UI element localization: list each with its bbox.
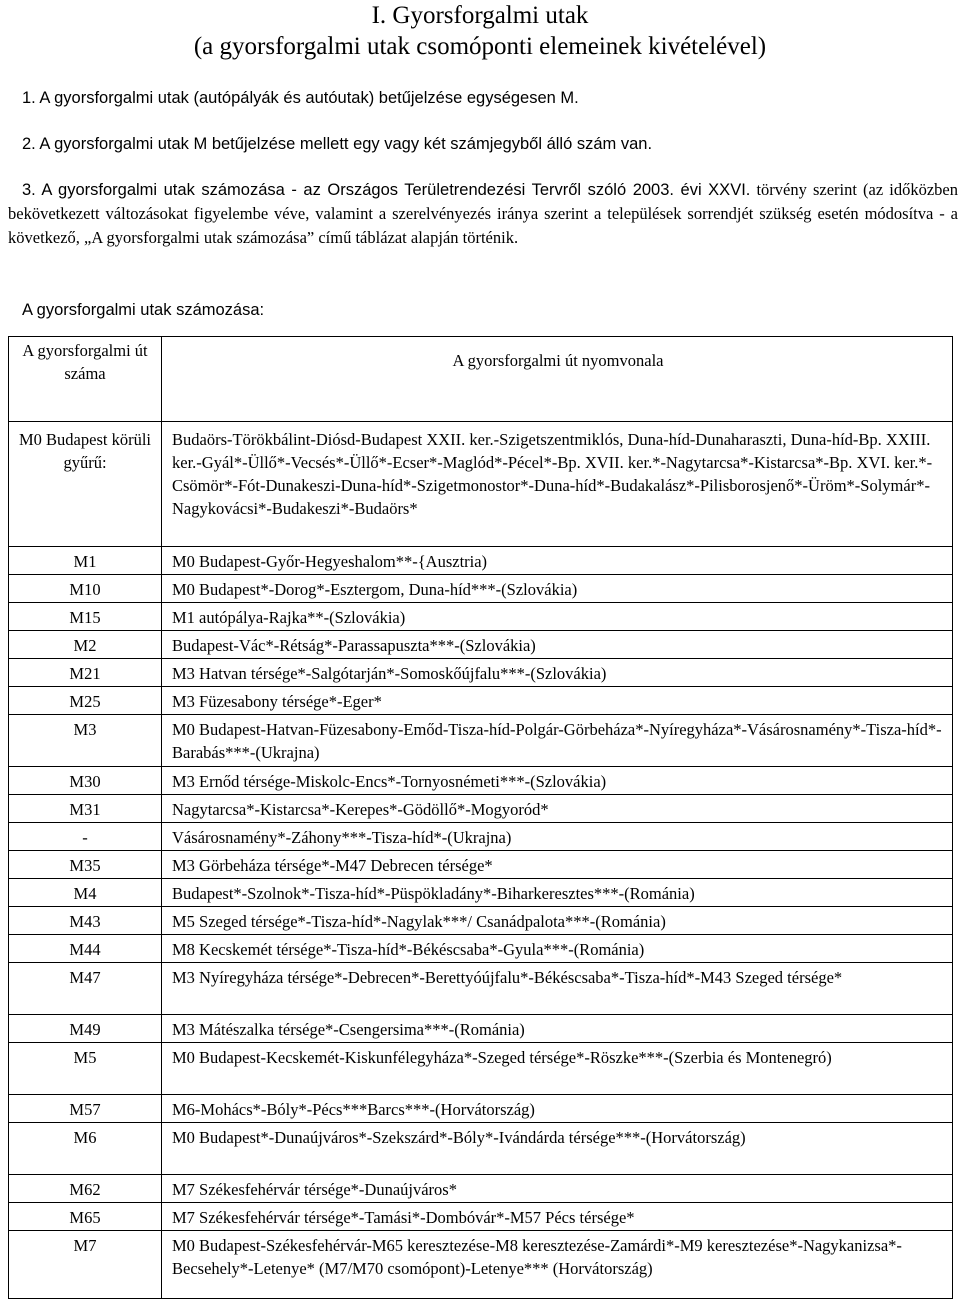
table-row <box>9 1015 953 1043</box>
document-subtitle: (a gyorsforgalmi utak csomóponti elemeinek kivételével) <box>193 33 767 60</box>
road-route-cell: M3 Nyíregyháza térsége*-Debrecen*-Berettyóújfalu*-Békéscsaba*-Tisza-híd*-M43 Szeged térsége* <box>162 963 953 1015</box>
road-route-cell: M0 Budapest-Hatvan-Füzesabony-Emőd-Tisza-híd-Polgár-Görbeháza*-Nyíregyháza*-Vásárosnamény*-Tisza-híd*-Barabás***-(Ukrajna) <box>162 715 953 767</box>
road-route-cell: Budaörs-Törökbálint-Diósd-Budapest XXII. ker.-Szigetszentmiklós, Duna-híd-Dunaharaszti, Duna-híd-Bp. XXIII. ker.-Gyál*-Üllő*-Vecsés*-Üllő*-Ecser*-Maglód*-Pécel*-Bp. XVII. ker.*-Nagytarcsa*-Kistarcsa*-Bp. XVI. ker.*-Csömör*-Fót-Dunakeszi-Duna-híd*-Szigetmonostor*-Duna-híd*-Budakalász*-Pilisborosjenő*-Üröm*-Solymár*-Nagykovácsi*-Budakeszi*-Budaörs* <box>162 422 953 547</box>
table-row <box>9 603 953 631</box>
road-route-cell: M0 Budapest-Kecskemét-Kiskunfélegyháza*-Szeged térsége*-Röszke***-(Szerbia és Montenegró) <box>162 1043 953 1095</box>
road-number-cell: M0 Budapest körüli gyűrű: <box>9 422 162 547</box>
paragraph-1: 1. A gyorsforgalmi utak (autópályák és autóutak) betűjelzése egységesen M. <box>22 89 579 107</box>
road-route-cell: Budapest-Vác*-Rétság*-Parassapuszta***-(Szlovákia) <box>162 631 953 659</box>
paragraph-3 <box>8 178 958 250</box>
road-route-cell: M3 Ernőd térsége-Miskolc-Encs*-Tornyosnémeti***-(Szlovákia) <box>162 767 953 795</box>
table-row <box>9 879 953 907</box>
table-row <box>9 715 953 767</box>
road-number-cell: M6 <box>9 1123 162 1175</box>
road-number-cell: M2 <box>9 631 162 659</box>
road-route-cell: Nagytarcsa*-Kistarcsa*-Kerepes*-Gödöllő*-Mogyoród* <box>162 795 953 823</box>
road-number-cell: M15 <box>9 603 162 631</box>
table-row <box>9 1123 953 1175</box>
road-route-cell: M3 Görbeháza térsége*-M47 Debrecen térsége* <box>162 851 953 879</box>
road-number-cell: M47 <box>9 963 162 1015</box>
table-row <box>9 1203 953 1231</box>
table-header-row <box>9 337 953 422</box>
header-road-number: A gyorsforgalmi út száma <box>9 337 162 422</box>
road-route-cell: M3 Mátészalka térsége*-Csengersima***-(Románia) <box>162 1015 953 1043</box>
paragraph-2: 2. A gyorsforgalmi utak M betűjelzése mellett egy vagy két számjegyből álló szám van. <box>22 135 653 153</box>
road-number-cell: M35 <box>9 851 162 879</box>
road-route-cell: M5 Szeged térsége*-Tisza-híd*-Nagylak***/ Csanádpalota***-(Románia) <box>162 907 953 935</box>
table-row <box>9 547 953 575</box>
table-row <box>9 851 953 879</box>
road-number-cell: M43 <box>9 907 162 935</box>
table-caption: A gyorsforgalmi utak számozása: <box>22 301 265 319</box>
road-route-cell: M7 Székesfehérvár térsége*-Dunaújváros* <box>162 1175 953 1203</box>
road-number-cell: M3 <box>9 715 162 767</box>
road-number-cell: M57 <box>9 1095 162 1123</box>
road-route-cell: M3 Füzesabony térsége*-Eger* <box>162 687 953 715</box>
road-route-cell: M0 Budapest-Székesfehérvár-M65 keresztezése-M8 keresztezése-Zamárdi*-M9 keresztezése*-Nagykanizsa*-Becsehely*-Letenye* (M7/M70 csomópont)-Letenye*** (Horvátország) <box>162 1231 953 1299</box>
road-route-cell: M8 Kecskemét térsége*-Tisza-híd*-Békéscsaba*-Gyula***-(Románia) <box>162 935 953 963</box>
road-number-cell: M10 <box>9 575 162 603</box>
road-route-cell: M6-Mohács*-Bóly*-Pécs***Barcs***-(Horvátország) <box>162 1095 953 1123</box>
road-route-cell: Budapest*-Szolnok*-Tisza-híd*-Püspökladány*-Biharkeresztes***-(Románia) <box>162 879 953 907</box>
road-number-cell: M49 <box>9 1015 162 1043</box>
road-route-cell: M0 Budapest*-Dorog*-Esztergom, Duna-híd***-(Szlovákia) <box>162 575 953 603</box>
table-row <box>9 422 953 547</box>
paragraph-3-rest: törvény szerint (az időközben bekövetkezett változásokat figyelembe véve, valamint a szerelvényezés iránya szerint a települések sorrendjét szükség esetén módosítva - a következő, „A gyorsforgalmi utak számozása” című táblázat alapján történik. <box>8 180 958 247</box>
road-route-cell: Vásárosnamény*-Záhony***-Tisza-híd*-(Ukrajna) <box>162 823 953 851</box>
table-row <box>9 935 953 963</box>
table-row <box>9 767 953 795</box>
table-row <box>9 687 953 715</box>
road-number-cell: M1 <box>9 547 162 575</box>
road-route-cell: M7 Székesfehérvár térsége*-Tamási*-Dombóvár*-M57 Pécs térsége* <box>162 1203 953 1231</box>
header-road-route: A gyorsforgalmi út nyomvonala <box>162 337 953 422</box>
road-number-cell: M31 <box>9 795 162 823</box>
table-row <box>9 1095 953 1123</box>
road-number-cell: - <box>9 823 162 851</box>
road-route-cell: M0 Budapest-Győr-Hegyeshalom**-{Ausztria) <box>162 547 953 575</box>
road-number-cell: M62 <box>9 1175 162 1203</box>
table-row <box>9 823 953 851</box>
road-number-cell: M65 <box>9 1203 162 1231</box>
road-number-cell: M5 <box>9 1043 162 1095</box>
road-number-cell: M25 <box>9 687 162 715</box>
road-route-cell: M3 Hatvan térsége*-Salgótarján*-Somoskőújfalu***-(Szlovákia) <box>162 659 953 687</box>
table-row <box>9 963 953 1015</box>
table-row <box>9 795 953 823</box>
road-route-cell: M1 autópálya-Rajka**-(Szlovákia) <box>162 603 953 631</box>
table-row <box>9 1231 953 1299</box>
table-row <box>9 1175 953 1203</box>
table-row <box>9 1043 953 1095</box>
road-number-cell: M4 <box>9 879 162 907</box>
document-title: I. Gyorsforgalmi utak <box>371 2 589 29</box>
road-number-cell: M21 <box>9 659 162 687</box>
road-number-cell: M7 <box>9 1231 162 1299</box>
table-row <box>9 631 953 659</box>
table-row <box>9 907 953 935</box>
road-numbering-table <box>8 336 953 1299</box>
road-number-cell: M44 <box>9 935 162 963</box>
road-route-cell: M0 Budapest*-Dunaújváros*-Szekszárd*-Bóly*-Ivándárda térsége***-(Horvátország) <box>162 1123 953 1175</box>
table-row <box>9 575 953 603</box>
paragraph-3-start: 3. A gyorsforgalmi utak számozása - az Országos Területrendezési Tervről szóló 2003. évi XXVI. <box>22 181 751 199</box>
table-row <box>9 659 953 687</box>
road-number-cell: M30 <box>9 767 162 795</box>
